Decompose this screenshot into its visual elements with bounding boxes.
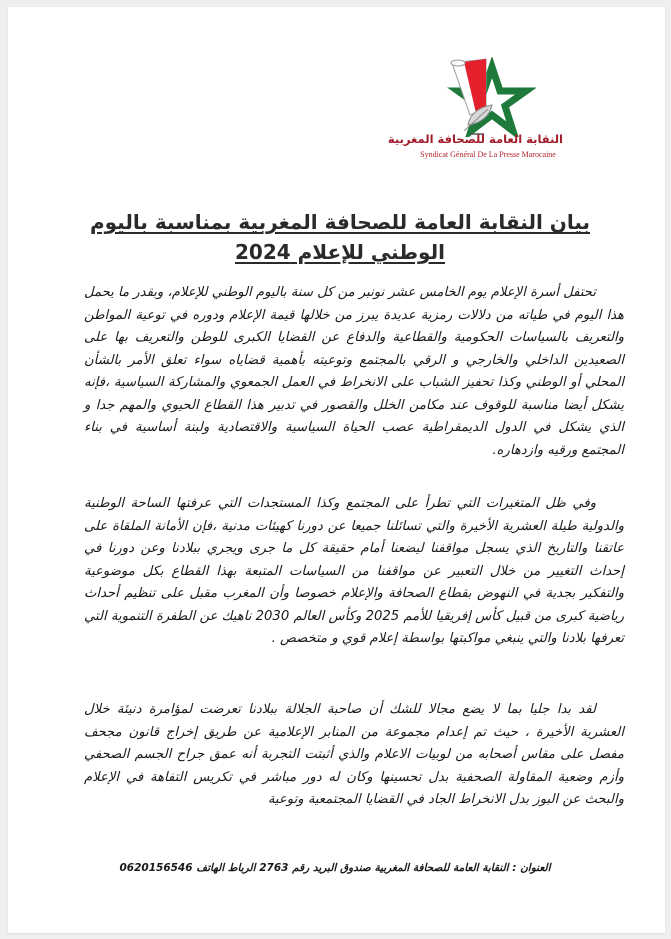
paragraph-2 bbox=[84, 493, 624, 651]
paragraph-1 bbox=[84, 282, 624, 462]
paragraph-3 bbox=[84, 699, 624, 812]
paragraph-3-text: لقد بدا جليا بما لا يضع مجالا للشك أن صاحبة الجلالة ببلادنا تعرضت لمؤامرة دنيئة خلال العشرية الأخيرة ، حيث تم إعدام مجموعة من المنابر الإعلامية عن طريق إخراج قانون مجحف مفصل على مقاس أصحابه من لوبيات الاعلام والذي أثبتت التجربة أنه عمق جراح الجسم الصحفي وأزم وضعية المقاولة الصحفية بدل تحسينها وكان له دور مباشر في تكريس التفاهة في الإعلام والبحث عن البوز بدل الانخراط الجاد في القضايا المجتمعية وتوعية bbox=[84, 702, 624, 807]
document-title: بيان النقابة العامة للصحافة المغربية بمناسبة باليوم الوطني للإعلام 2024 bbox=[89, 210, 591, 264]
organization-logo bbox=[387, 52, 563, 170]
logo-arabic-name: النقابة العامة للصحافة المغربية bbox=[387, 132, 563, 146]
logo-french-name: Syndicat Général De La Presse Marocaine bbox=[420, 150, 556, 159]
pen-and-star-logo-icon bbox=[440, 57, 536, 137]
paragraph-2-text: وفي ظل المتغيرات التي تطرأ على المجتمع وكذا المستجدات التي عرفتها الساحة الوطنية والدولية طيلة العشرية الأخيرة والتي تسائلنا جميعا عن دورنا كهيئات مدنية ،فإن الأمانة الملقاة على عاتقنا والتاريخ الذي يسجل مواقفنا ليضعنا أمام حقيقة كل ما جرى ويجري ببلادنا وعن دورنا في إحداث التغيير من خلال التعبير عن مواقفنا من السياسات المتبعة بهذا القطاع بكل موضوعية والتفكير بجدية في النهوض بقطاع الصحافة والإعلام خصوصا وأن المغرب مقبل على تنظيم أحداث رياضية كبرى من قبيل كأس إفريقيا للأمم 2025 وكأس العالم 2030 ناهيك عن الطفرة التنموية التي تعرفها بلادنا والتي ينبغي مواكبتها بواسطة إعلام قوي و متخصص . bbox=[84, 496, 624, 646]
paragraph-1-text: تحتفل أسرة الإعلام يوم الخامس عشر نونبر من كل سنة باليوم الوطني للإعلام، وبقدر ما يحمل هذا اليوم في طياته من دلالات رمزية عديدة يبرز من خلالها قيمة الإعلام ودوره في توعية المواطن والتعريف بالسياسات الحكومية والقطاعية والدفاع عن القضايا الكبرى للوطن والتعريف بها على الصعيدين الداخلي والخارجي و الرقي بالمجتمع وتوعيته بأهمية قضاياه سواء تعلق الأمر بالشأن المحلي أو الوطني وكذا تحفيز الشباب على الانخراط في العمل الجمعوي والمشاركة السياسية ،فإنه يشكل أيضا مناسبة للوقوف عند مكامن الخلل والقصور في تدبير هذا القطاع الحيوي والمهم جدا و الذي يشكل في الدول الديمقراطية عصب الحياة السياسية والاقتصادية ولبنة أساسية في بناء المجتمع ورقيه وازدهاره. bbox=[84, 285, 624, 458]
footer-address: العنوان : النقابة العامة للصحافة المغربية صندوق البريد رقم 2763 الرباط الهاتف 0620156546 bbox=[119, 862, 551, 874]
